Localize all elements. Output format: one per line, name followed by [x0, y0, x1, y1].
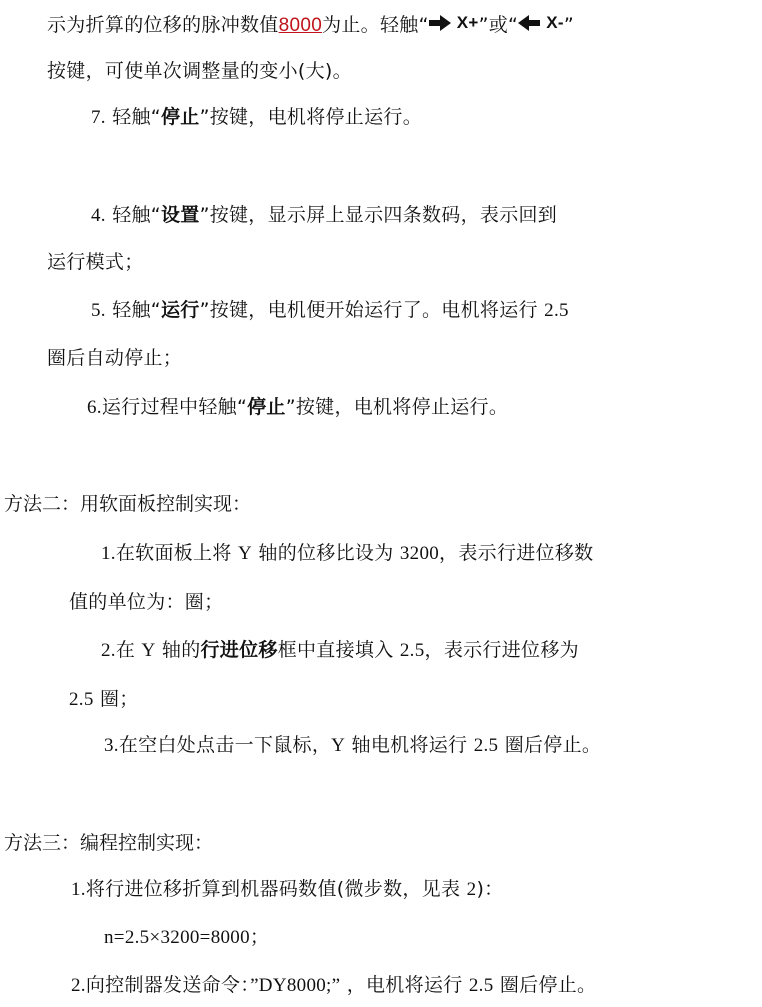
formula-line [104, 925, 269, 951]
text: 在空白处点击一下鼠标， [118, 734, 332, 756]
text: 圈后停止。 [499, 974, 597, 996]
paragraph-line-10: 值的单位为：圈； [69, 591, 224, 613]
text: 向控制器发送命令： [85, 974, 251, 996]
step-5 [91, 297, 569, 324]
x-minus-key [518, 10, 564, 36]
axis-letter: Y [238, 543, 253, 564]
key-name: 设置 [160, 205, 200, 226]
step-number: 7. [91, 107, 106, 128]
left-arrow-icon [518, 15, 540, 31]
step-number: 3. [104, 735, 119, 756]
key-name: 停止 [160, 107, 200, 128]
x-plus-key [429, 10, 479, 36]
number: 2.5 [544, 300, 569, 321]
text: 轴的位移比设为 [258, 542, 394, 564]
number: 3200 [399, 543, 440, 564]
step-number: 5. [91, 300, 106, 321]
key-name: 运行 [160, 300, 200, 321]
method2-step-3 [104, 732, 601, 759]
step-number: 2. [71, 975, 86, 996]
paragraph-line-7: 圈后自动停止； [47, 347, 183, 369]
step-number: 6. [87, 397, 102, 418]
method2-step-2 [101, 637, 579, 664]
multiply-sign: × [149, 927, 161, 948]
text: 轻触“ [112, 106, 161, 128]
method3-step-2 [71, 972, 596, 999]
step-number: 4. [91, 205, 106, 226]
text: 轴的 [161, 639, 201, 661]
command-text: ”DY8000;” [250, 975, 341, 996]
text: 示为折算的位移的脉冲数值 [47, 14, 279, 36]
x-plus-label: X+ [456, 13, 479, 32]
text: ，表示行进位移数 [439, 542, 594, 564]
pulse-value: 8000 [278, 15, 323, 36]
step-6 [87, 394, 508, 421]
step-number: 2. [101, 640, 116, 661]
axis-letter: Y [141, 640, 156, 661]
section-heading-method-2: 方法二：用软面板控制实现： [4, 493, 252, 515]
paragraph-line-12 [69, 686, 139, 713]
number: 2.5 [69, 689, 94, 710]
step-number: 1. [71, 879, 86, 900]
paragraph-line-5: 运行模式； [47, 251, 144, 273]
text: ”按键，电机便开始运行了。电机将运行 [199, 299, 538, 321]
text: ，电机将运行 [346, 974, 463, 996]
number: 2 [466, 879, 477, 900]
text: 框中直接填入 [277, 639, 394, 661]
text: 轻触“ [112, 299, 161, 321]
paragraph-line-1 [47, 10, 574, 39]
bold-field-name: 行进位移 [200, 639, 278, 661]
section-heading-method-3: 方法三：编程控制实现： [4, 832, 214, 854]
formula-part: n=2.5 [104, 927, 150, 948]
text: 轻触“ [112, 204, 161, 226]
x-minus-label: X- [546, 13, 564, 32]
text: ”按键，电机将停止运行。 [199, 106, 423, 128]
text: ” [563, 14, 574, 36]
text: 轴电机将运行 [351, 734, 468, 756]
text: 为止。轻触“ [322, 14, 429, 36]
text: ”或“ [478, 14, 519, 36]
number: 2.5 [399, 640, 425, 661]
axis-letter: Y [331, 735, 346, 756]
text: 在软面板上将 [115, 542, 232, 564]
text: ”按键，电机将停止运行。 [285, 396, 509, 418]
text: 将行进位移折算到机器码数值(微步数，见表 [85, 878, 461, 900]
text: ，表示行进位移为 [424, 639, 579, 661]
text: 在 [115, 639, 136, 661]
text: )： [476, 878, 504, 900]
paragraph-line-2: 按键，可使单次调整量的变小(大)。 [47, 60, 352, 82]
text: 圈； [100, 688, 139, 710]
number: 2.5 [468, 975, 494, 996]
right-arrow-icon [429, 15, 451, 31]
method2-step-1 [101, 540, 593, 567]
step-number: 1. [101, 543, 116, 564]
method3-step-1 [71, 876, 503, 903]
text: ”按键，显示屏上显示四条数码，表示回到 [199, 204, 558, 226]
number: 2.5 [473, 735, 499, 756]
formula-part: 3200=8000； [160, 927, 270, 948]
text: 运行过程中轻触“ [101, 396, 248, 418]
text: 圈后停止。 [504, 734, 602, 756]
step-7 [91, 104, 422, 131]
step-4 [91, 202, 557, 229]
key-name: 停止 [247, 397, 286, 418]
